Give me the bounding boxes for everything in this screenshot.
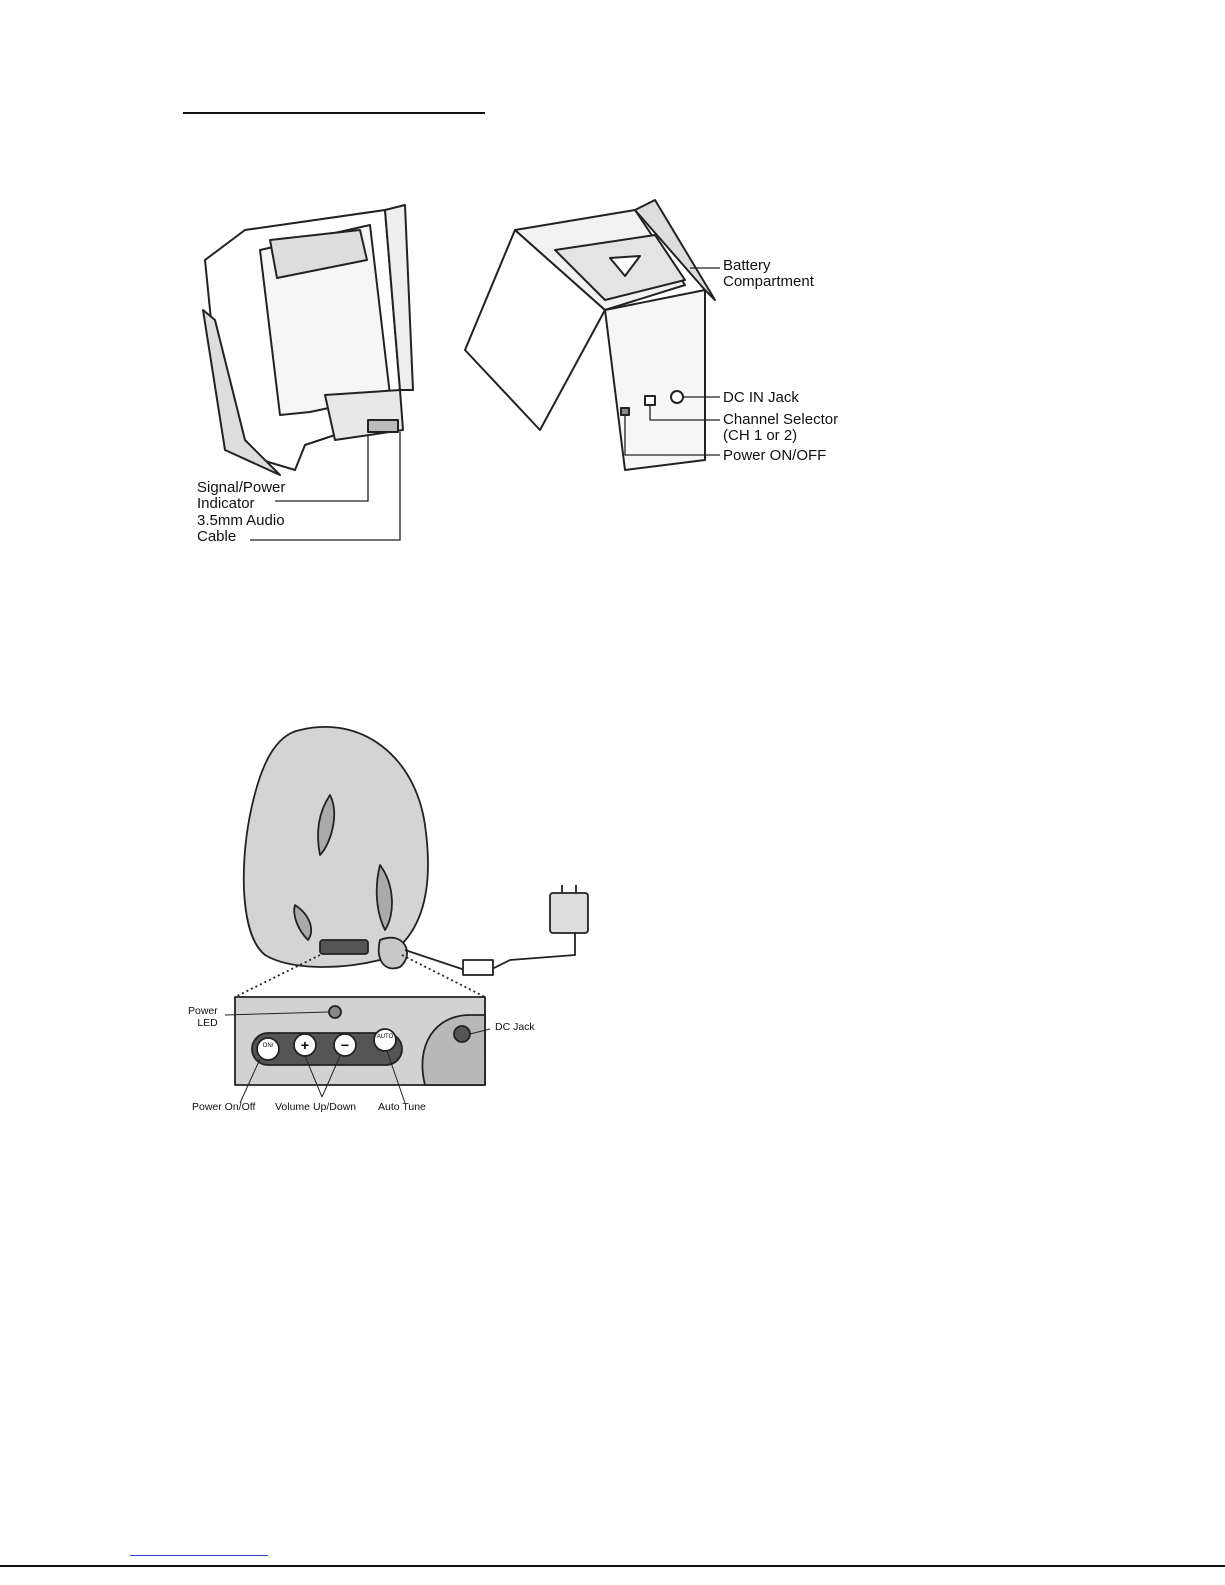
rock-speaker-illustration [180, 715, 610, 1125]
adapter-plug [463, 960, 493, 975]
front-indicator-strip [368, 420, 398, 432]
signal-power-indicator-label: Signal/Power Indicator [197, 479, 286, 512]
power-onoff-label: Power On/Off [192, 1101, 256, 1113]
rock-control-strip [320, 940, 368, 954]
auto-tune-button-icon [374, 1029, 396, 1051]
footer-rule [0, 1565, 1225, 1567]
power-led-label: Power LED [188, 1005, 218, 1029]
power-adapter-icon [550, 893, 588, 933]
power-switch-icon [621, 408, 629, 415]
volume-up-glyph: + [300, 1037, 310, 1053]
battery-compartment-label: Battery Compartment [723, 257, 814, 290]
back-speaker-rear-panel [605, 290, 705, 470]
power-on-off-label: Power ON/OFF [723, 447, 827, 464]
footer-link-underline[interactable] [130, 1555, 268, 1556]
dc-in-jack-label: DC IN Jack [723, 389, 799, 406]
on-off-button-text: ON/ [262, 1043, 274, 1049]
speaker-illustration [185, 190, 855, 550]
header-underline [183, 112, 485, 114]
speaker-figure [185, 190, 855, 550]
channel-switch-icon [645, 396, 655, 405]
dc-in-jack-icon [671, 391, 683, 403]
audio-cable-label: 3.5mm Audio Cable [197, 512, 285, 545]
volume-down-glyph: − [340, 1037, 350, 1053]
rock-jack-bump [379, 938, 407, 969]
on-off-button-icon [257, 1038, 279, 1060]
rock-speaker-figure [180, 715, 610, 1125]
dc-jack-icon [454, 1026, 470, 1042]
auto-tune-label: Auto Tune [378, 1101, 426, 1113]
dc-jack-label: DC Jack [495, 1021, 535, 1033]
channel-selector-label: Channel Selector (CH 1 or 2) [723, 411, 839, 444]
volume-updown-label: Volume Up/Down [275, 1101, 357, 1113]
auto-tune-button-text: AUTO [376, 1034, 394, 1040]
rock-body [244, 727, 428, 967]
power-led-icon [329, 1006, 341, 1018]
